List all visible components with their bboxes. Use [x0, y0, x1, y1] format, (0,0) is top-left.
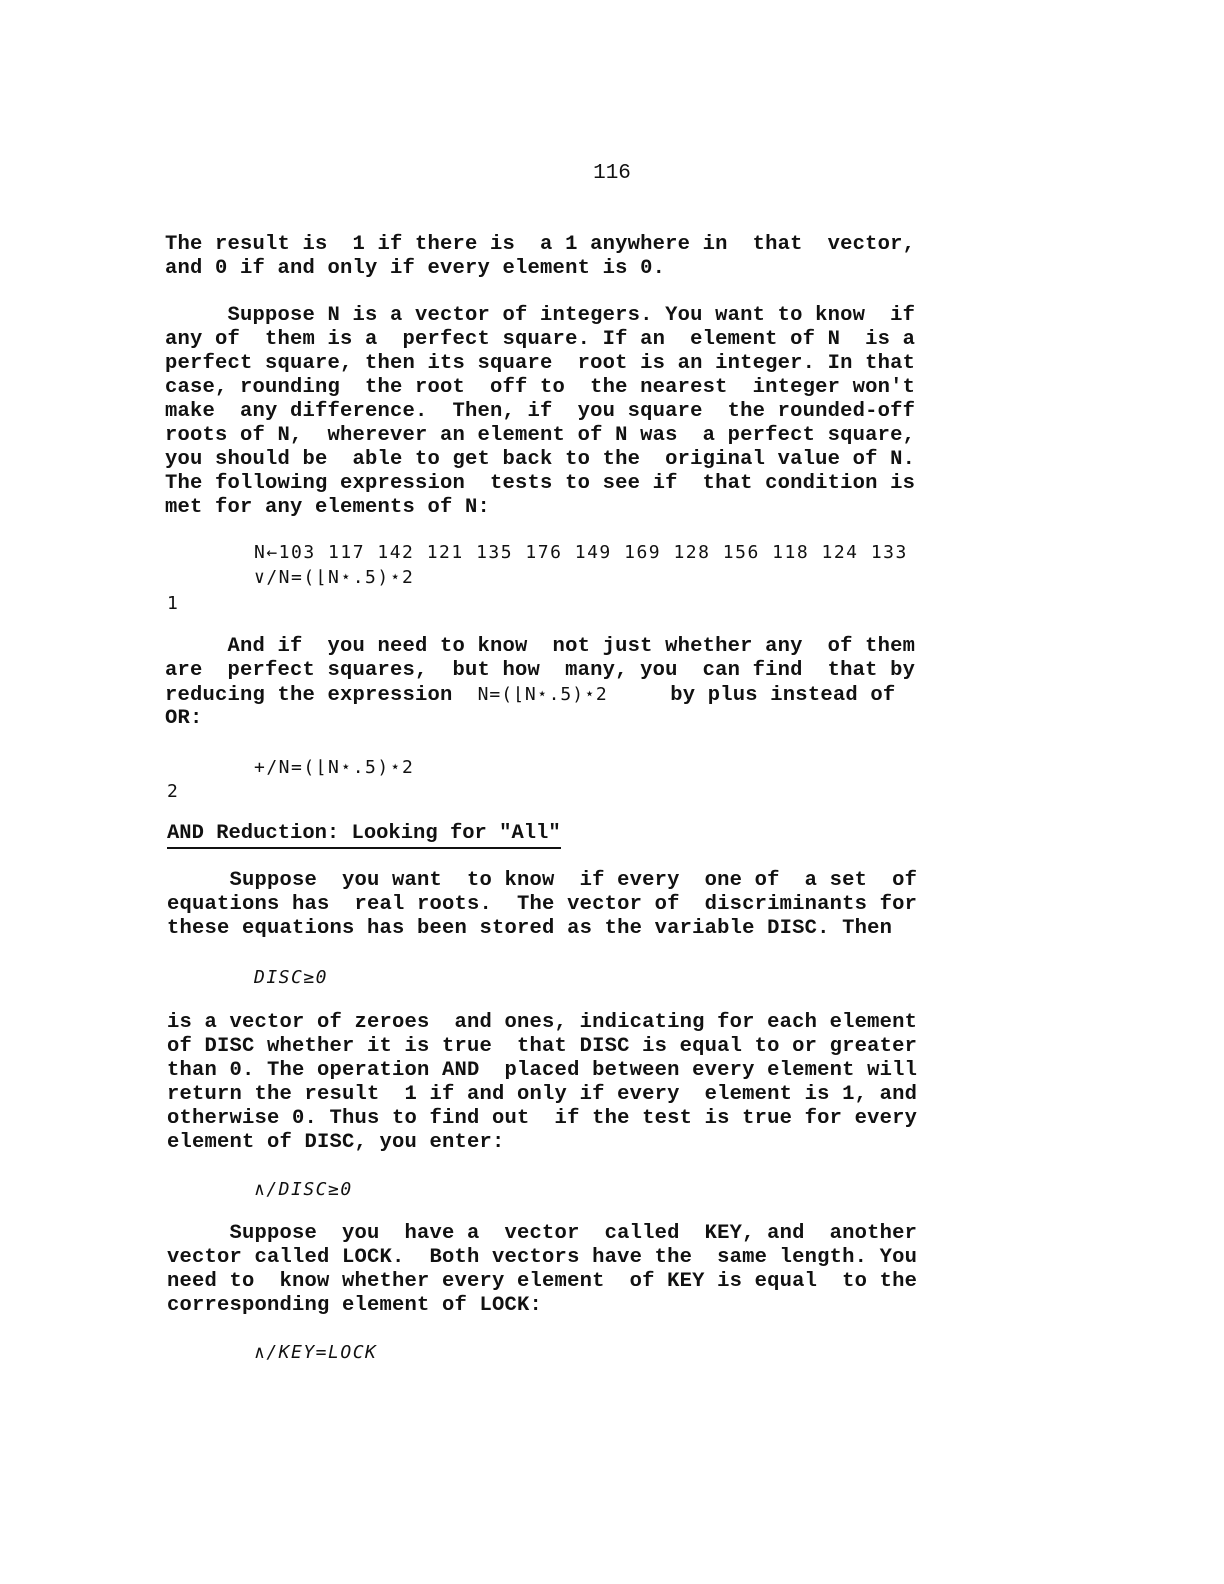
paragraph-1-line-2: and 0 if and only if every element is 0.: [165, 257, 666, 280]
paragraph-6-line-1: Suppose you have a vector called KEY, and another: [167, 1222, 918, 1245]
paragraph-3-line-3-end: by plus instead of: [607, 684, 896, 707]
paragraph-5-line-3: than 0. The operation AND placed between every element will: [167, 1059, 918, 1082]
paragraph-3-line-2: are perfect squares, but how many, you can find that by: [165, 659, 916, 682]
code-disc-test: DISC≥0: [254, 967, 329, 988]
inline-expression: N=(⌊N⋆.5)⋆2: [477, 684, 608, 705]
paragraph-2-line-5: make any difference. Then, if you square the rounded-off: [165, 400, 916, 423]
paragraph-3-line-4: OR:: [165, 707, 203, 730]
paragraph-2-line-2: any of them is a perfect square. If an element of N is a: [165, 328, 916, 351]
paragraph-6-line-3: need to know whether every element of KEY is equal to the: [167, 1270, 918, 1293]
paragraph-4-line-1: Suppose you want to know if every one of a set of: [167, 869, 918, 892]
paragraph-2-line-9: met for any elements of N:: [165, 496, 491, 519]
paragraph-5-line-1: is a vector of zeroes and ones, indicating for each element: [167, 1011, 918, 1034]
paragraph-1-line-1: The result is 1 if there is a 1 anywhere in that vector,: [165, 233, 916, 256]
paragraph-3-line-1: And if you need to know not just whether any of them: [165, 635, 916, 658]
code-result-1: 1: [167, 593, 178, 614]
paragraph-2-line-7: you should be able to get back to the original value of N.: [165, 448, 916, 471]
code-assign-n: N←103 117 142 121 135 176 149 169 128 156 118 124 133: [254, 542, 908, 563]
paragraph-6-line-2: vector called LOCK. Both vectors have the same length. You: [167, 1246, 918, 1269]
code-plus-reduction: +/N=(⌊N⋆.5)⋆2: [254, 757, 415, 778]
paragraph-2-line-6: roots of N, wherever an element of N was a perfect square,: [165, 424, 916, 447]
code-result-2: 2: [167, 781, 178, 802]
paragraph-2-line-4: case, rounding the root off to the nearest integer won't: [165, 376, 916, 399]
paragraph-2-line-8: The following expression tests to see if that condition is: [165, 472, 916, 495]
paragraph-6-line-4: corresponding element of LOCK:: [167, 1294, 543, 1317]
paragraph-5-line-6: element of DISC, you enter:: [167, 1131, 505, 1154]
paragraph-5-line-5: otherwise 0. Thus to find out if the test is true for every: [167, 1107, 918, 1130]
paragraph-3-line-3: [165, 683, 895, 708]
paragraph-5-line-2: of DISC whether it is true that DISC is equal to or greater: [167, 1035, 918, 1058]
code-and-reduction-key-lock: ∧/KEY=LOCK: [254, 1342, 378, 1363]
section-heading: AND Reduction: Looking for "All": [167, 822, 561, 849]
paragraph-4-line-2: equations has real roots. The vector of discriminants for: [167, 893, 918, 916]
code-and-reduction-disc: ∧/DISC≥0: [254, 1179, 353, 1200]
paragraph-3-line-3-start: reducing the expression: [165, 684, 478, 707]
paragraph-5-line-4: return the result 1 if and only if every element is 1, and: [167, 1083, 918, 1106]
paragraph-2-line-3: perfect square, then its square root is an integer. In that: [165, 352, 916, 375]
paragraph-2-line-1: Suppose N is a vector of integers. You want to know if: [165, 304, 916, 327]
paragraph-4-line-3: these equations has been stored as the variable DISC. Then: [167, 917, 893, 940]
page-number: 116: [593, 162, 631, 185]
code-or-reduction: ∨/N=(⌊N⋆.5)⋆2: [254, 567, 415, 588]
